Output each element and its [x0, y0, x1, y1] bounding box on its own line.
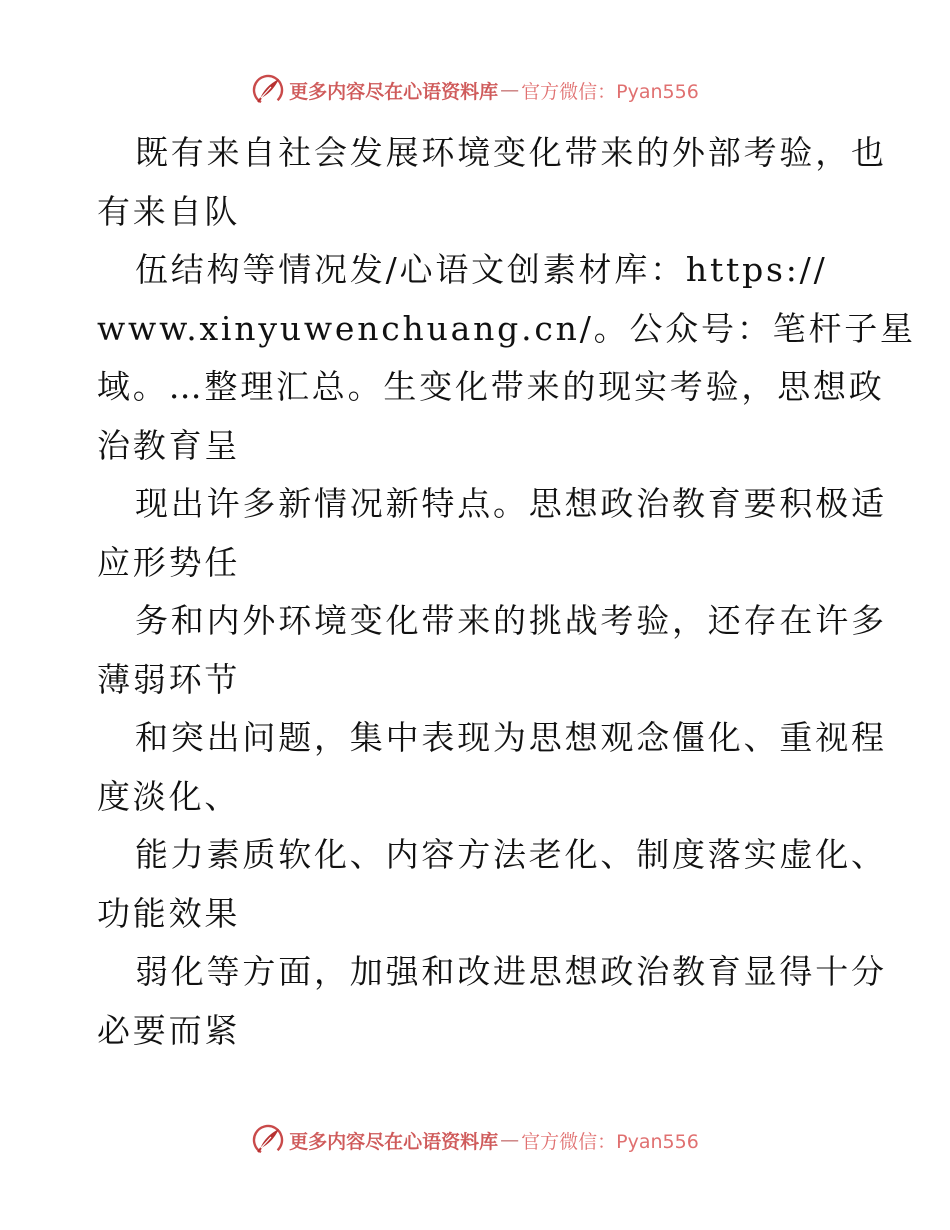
header-banner-label: 更多内容尽在心语资料库: [289, 80, 499, 103]
header-banner-wechat: 官方微信：Pyan556: [521, 80, 699, 103]
body-line: 薄弱环节: [97, 659, 241, 699]
body-line: 应形势任: [97, 542, 241, 582]
feather-pen-logo-icon: [251, 1123, 285, 1157]
feather-pen-logo-icon: [251, 73, 285, 107]
body-line: 能力素质软化、内容方法老化、制度落实虚化、: [135, 835, 887, 874]
body-line: www.xinyuwenchuang.cn/。公众号：笔杆子星: [97, 308, 916, 348]
header-watermark-banner: [0, 70, 950, 110]
body-line: 现出许多新情况新特点。思想政治教育要积极适: [135, 484, 887, 523]
body-line: 治教育呈: [97, 425, 241, 465]
body-line: 务和内外环境变化带来的挑战考验，还存在许多: [135, 601, 887, 640]
document-body: [97, 124, 916, 1060]
body-line: 度淡化、: [97, 776, 241, 816]
footer-banner-dash: —: [500, 1129, 520, 1151]
body-line: 必要而紧: [97, 1010, 241, 1050]
footer-banner-label: 更多内容尽在心语资料库: [289, 1130, 499, 1153]
footer-watermark-banner: [0, 1120, 950, 1160]
body-line: 既有来自社会发展环境变化带来的外部考验，也: [135, 133, 887, 172]
footer-banner-wechat: 官方微信：Pyan556: [521, 1130, 699, 1153]
body-line: 功能效果: [97, 893, 241, 933]
body-line: 有来自队: [97, 191, 241, 231]
header-banner-dash: —: [500, 79, 520, 101]
body-line: 弱化等方面，加强和改进思想政治教育显得十分: [135, 952, 887, 991]
body-line: 伍结构等情况发/心语文创素材库：https://: [135, 250, 828, 289]
body-line: 域。…整理汇总。生变化带来的现实考验，思想政: [97, 367, 885, 406]
body-line: 和突出问题，集中表现为思想观念僵化、重视程: [135, 718, 887, 757]
